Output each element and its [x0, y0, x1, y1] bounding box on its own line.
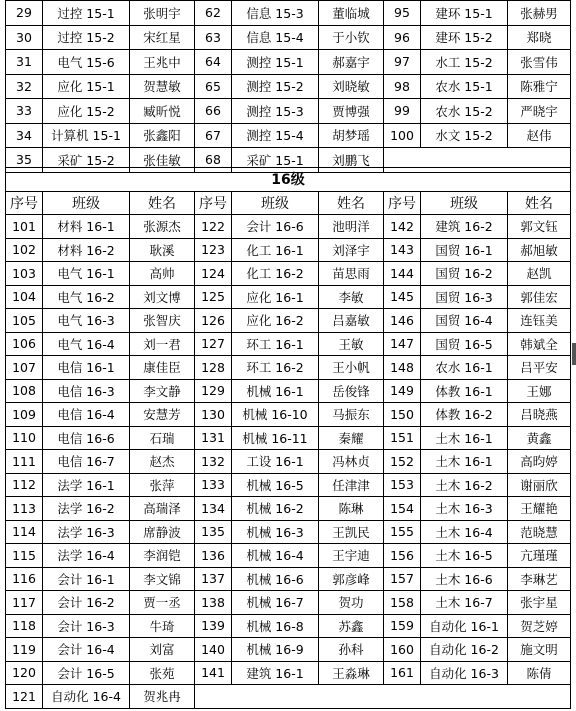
name-cell: 李文静	[130, 379, 195, 403]
seq-cell: 137	[195, 567, 232, 591]
table-row	[6, 309, 571, 333]
seq-cell: 66	[195, 99, 232, 124]
class-cell: 采矿 15-1	[232, 148, 319, 173]
seq-cell: 136	[195, 544, 232, 568]
table-row	[6, 638, 571, 662]
class-cell: 材料 16-2	[43, 238, 130, 262]
class-cell: 土木 16-1	[421, 450, 508, 474]
seq-cell: 109	[6, 403, 43, 427]
name-cell: 李文锦	[130, 567, 195, 591]
seq-cell: 160	[384, 638, 421, 662]
table-row	[6, 99, 571, 124]
seq-cell: 145	[384, 285, 421, 309]
class-cell: 化工 16-2	[232, 262, 319, 286]
seq-cell: 111	[6, 450, 43, 474]
seq-cell: 63	[195, 25, 232, 50]
seq-cell: 123	[195, 238, 232, 262]
seq-cell: 134	[195, 497, 232, 521]
name-cell: 高昀婷	[508, 450, 571, 474]
seq-cell: 128	[195, 356, 232, 380]
name-cell: 谢丽欣	[508, 473, 571, 497]
class-cell: 建筑 16-1	[232, 661, 319, 685]
class-cell: 会计 16-5	[43, 661, 130, 685]
name-cell: 宋红星	[130, 25, 195, 50]
table-row	[6, 1, 571, 26]
class-cell: 环工 16-2	[232, 356, 319, 380]
name-cell: 贺功	[319, 591, 384, 615]
seq-cell: 159	[384, 614, 421, 638]
seq-cell: 139	[195, 614, 232, 638]
class-cell: 体教 16-1	[421, 379, 508, 403]
class-cell: 电信 16-1	[43, 356, 130, 380]
seq-cell: 121	[6, 685, 43, 709]
name-cell: 吕晓燕	[508, 403, 571, 427]
class-cell: 法学 16-2	[43, 497, 130, 521]
table-row	[6, 614, 571, 638]
class-cell: 电信 16-6	[43, 426, 130, 450]
name-cell: 孙科	[319, 638, 384, 662]
name-cell: 张雪伟	[508, 50, 571, 75]
class-cell: 法学 16-1	[43, 473, 130, 497]
name-cell: 耿溪	[130, 238, 195, 262]
class-cell: 建环 15-2	[421, 25, 508, 50]
seq-cell: 117	[6, 591, 43, 615]
seq-cell: 67	[195, 123, 232, 148]
seq-cell: 150	[384, 403, 421, 427]
name-cell: 冯林贞	[319, 450, 384, 474]
class-cell: 自动化 16-2	[421, 638, 508, 662]
seq-cell: 102	[6, 238, 43, 262]
class-cell: 电气 16-2	[43, 285, 130, 309]
header-row	[6, 191, 571, 215]
class-cell: 机械 16-6	[232, 567, 319, 591]
name-cell: 张苑	[130, 661, 195, 685]
name-cell: 苏鑫	[319, 614, 384, 638]
table-row	[6, 473, 571, 497]
table-row	[6, 123, 571, 148]
column-header: 班级	[43, 191, 130, 215]
class-cell: 土木 16-4	[421, 520, 508, 544]
class-cell: 电气 16-1	[43, 262, 130, 286]
seq-cell: 130	[195, 403, 232, 427]
name-cell: 石瑞	[130, 426, 195, 450]
name-cell: 范晓慧	[508, 520, 571, 544]
class-cell: 机械 16-5	[232, 473, 319, 497]
seq-cell: 118	[6, 614, 43, 638]
name-cell: 臧昕悦	[130, 99, 195, 124]
name-cell: 贺芝婷	[508, 614, 571, 638]
section-title: 16级	[6, 168, 571, 192]
seq-cell: 107	[6, 356, 43, 380]
name-cell: 施文明	[508, 638, 571, 662]
grade15-table	[5, 0, 571, 173]
class-cell: 会计 16-2	[43, 591, 130, 615]
seq-cell: 141	[195, 661, 232, 685]
seq-cell: 147	[384, 332, 421, 356]
class-cell: 电信 16-7	[43, 450, 130, 474]
name-cell: 吕平安	[508, 356, 571, 380]
name-cell: 黄鑫	[508, 426, 571, 450]
class-cell: 建筑 16-2	[421, 215, 508, 239]
class-cell: 土木 16-2	[421, 473, 508, 497]
class-cell: 国贸 16-4	[421, 309, 508, 333]
class-cell: 体教 16-2	[421, 403, 508, 427]
seq-cell: 113	[6, 497, 43, 521]
seq-cell: 114	[6, 520, 43, 544]
name-cell: 赵杰	[130, 450, 195, 474]
seq-cell: 106	[6, 332, 43, 356]
seq-cell: 104	[6, 285, 43, 309]
seq-cell: 149	[384, 379, 421, 403]
class-cell: 土木 16-7	[421, 591, 508, 615]
class-cell: 农水 15-1	[421, 74, 508, 99]
class-cell: 自动化 16-3	[421, 661, 508, 685]
name-cell: 贺兆冉	[130, 685, 195, 709]
table-row	[6, 544, 571, 568]
name-cell: 于小钦	[319, 25, 384, 50]
class-cell: 水工 15-2	[421, 50, 508, 75]
name-cell: 郭佳宏	[508, 285, 571, 309]
seq-cell: 64	[195, 50, 232, 75]
seq-cell: 115	[6, 544, 43, 568]
seq-cell: 31	[6, 50, 43, 75]
table-row	[6, 215, 571, 239]
name-cell: 赵伟	[508, 123, 571, 148]
seq-cell: 119	[6, 638, 43, 662]
name-cell: 张赫男	[508, 1, 571, 26]
name-cell: 张宇星	[508, 591, 571, 615]
class-cell: 过控 15-2	[43, 25, 130, 50]
seq-cell: 98	[384, 74, 421, 99]
name-cell: 郭文钰	[508, 215, 571, 239]
seq-cell: 97	[384, 50, 421, 75]
class-cell: 机械 16-4	[232, 544, 319, 568]
name-cell: 王耀艳	[508, 497, 571, 521]
table-row	[6, 285, 571, 309]
seq-cell: 35	[6, 148, 43, 173]
table-row	[6, 238, 571, 262]
name-cell: 池明洋	[319, 215, 384, 239]
class-cell: 测控 15-4	[232, 123, 319, 148]
column-header: 姓名	[319, 191, 384, 215]
class-cell: 会计 16-6	[232, 215, 319, 239]
table-row	[6, 497, 571, 521]
seq-cell: 32	[6, 74, 43, 99]
class-cell: 土木 16-3	[421, 497, 508, 521]
seq-cell: 156	[384, 544, 421, 568]
class-cell: 会计 16-1	[43, 567, 130, 591]
class-cell: 电气 16-3	[43, 309, 130, 333]
table-row	[6, 50, 571, 75]
name-cell: 牛琦	[130, 614, 195, 638]
name-cell: 王敏	[319, 332, 384, 356]
name-cell: 张鑫阳	[130, 123, 195, 148]
seq-cell: 124	[195, 262, 232, 286]
seq-cell: 143	[384, 238, 421, 262]
name-cell: 岳俊锋	[319, 379, 384, 403]
class-cell: 电气 15-6	[43, 50, 130, 75]
class-cell: 测控 15-2	[232, 74, 319, 99]
class-cell: 自动化 16-4	[43, 685, 130, 709]
seq-cell: 140	[195, 638, 232, 662]
column-header: 姓名	[508, 191, 571, 215]
class-cell: 法学 16-3	[43, 520, 130, 544]
class-cell: 建环 15-1	[421, 1, 508, 26]
name-cell: 郭彦峰	[319, 567, 384, 591]
seq-cell: 33	[6, 99, 43, 124]
seq-cell: 122	[195, 215, 232, 239]
seq-cell: 112	[6, 473, 43, 497]
table-row	[6, 591, 571, 615]
column-header: 序号	[195, 191, 232, 215]
table-row	[6, 25, 571, 50]
class-cell: 土木 16-1	[421, 426, 508, 450]
seq-cell: 142	[384, 215, 421, 239]
name-cell: 安慧芳	[130, 403, 195, 427]
seq-cell: 158	[384, 591, 421, 615]
seq-cell: 151	[384, 426, 421, 450]
name-cell: 赵凯	[508, 262, 571, 286]
name-cell: 李润铠	[130, 544, 195, 568]
seq-cell: 138	[195, 591, 232, 615]
name-cell: 高瑞泽	[130, 497, 195, 521]
class-cell: 采矿 15-2	[43, 148, 130, 173]
seq-cell: 116	[6, 567, 43, 591]
name-cell: 张佳敏	[130, 148, 195, 173]
class-cell: 电信 16-4	[43, 403, 130, 427]
class-cell: 国贸 16-5	[421, 332, 508, 356]
class-cell: 计算机 15-1	[43, 123, 130, 148]
seq-cell: 157	[384, 567, 421, 591]
name-cell: 秦耀	[319, 426, 384, 450]
seq-cell: 34	[6, 123, 43, 148]
class-cell: 机械 16-3	[232, 520, 319, 544]
class-cell: 机械 16-1	[232, 379, 319, 403]
class-cell: 测控 15-3	[232, 99, 319, 124]
class-cell: 机械 16-11	[232, 426, 319, 450]
class-cell: 应化 16-1	[232, 285, 319, 309]
seq-cell: 101	[6, 215, 43, 239]
name-cell: 严晓宇	[508, 99, 571, 124]
table-row	[6, 685, 571, 709]
name-cell: 王凯民	[319, 520, 384, 544]
class-cell: 土木 16-5	[421, 544, 508, 568]
seq-cell: 68	[195, 148, 232, 173]
seq-cell: 99	[384, 99, 421, 124]
name-cell: 王兆中	[130, 50, 195, 75]
seq-cell: 132	[195, 450, 232, 474]
seq-cell: 108	[6, 379, 43, 403]
name-cell: 王宇迪	[319, 544, 384, 568]
name-cell: 王娜	[508, 379, 571, 403]
name-cell: 刘一君	[130, 332, 195, 356]
seq-cell: 95	[384, 1, 421, 26]
empty-cell	[195, 685, 571, 709]
name-cell: 刘泽宇	[319, 238, 384, 262]
table-row	[6, 661, 571, 685]
column-header: 序号	[6, 191, 43, 215]
name-cell: 贾博强	[319, 99, 384, 124]
class-cell: 国贸 16-2	[421, 262, 508, 286]
class-cell: 农水 16-1	[421, 356, 508, 380]
class-cell: 电信 16-3	[43, 379, 130, 403]
class-cell: 化工 16-1	[232, 238, 319, 262]
seq-cell: 110	[6, 426, 43, 450]
table-row	[6, 426, 571, 450]
name-cell: 胡梦瑶	[319, 123, 384, 148]
seq-cell: 161	[384, 661, 421, 685]
seq-cell: 30	[6, 25, 43, 50]
column-header: 班级	[232, 191, 319, 215]
name-cell: 连钰美	[508, 309, 571, 333]
name-cell: 张明宇	[130, 1, 195, 26]
class-cell: 机械 16-7	[232, 591, 319, 615]
grade16-table	[5, 167, 571, 709]
name-cell: 陈雅宁	[508, 74, 571, 99]
name-cell: 张萍	[130, 473, 195, 497]
name-cell: 任津津	[319, 473, 384, 497]
seq-cell: 133	[195, 473, 232, 497]
seq-cell: 144	[384, 262, 421, 286]
name-cell: 李琳艺	[508, 567, 571, 591]
name-cell: 刘晓敏	[319, 74, 384, 99]
table-row	[6, 567, 571, 591]
table-row	[6, 403, 571, 427]
class-cell: 机械 16-2	[232, 497, 319, 521]
name-cell: 康佳臣	[130, 356, 195, 380]
seq-cell: 148	[384, 356, 421, 380]
seq-cell: 131	[195, 426, 232, 450]
name-cell: 郝旭敏	[508, 238, 571, 262]
name-cell: 刘鹏飞	[319, 148, 384, 173]
name-cell: 韩斌全	[508, 332, 571, 356]
column-header: 班级	[421, 191, 508, 215]
name-cell: 马振东	[319, 403, 384, 427]
name-cell: 刘富	[130, 638, 195, 662]
table-row	[6, 520, 571, 544]
table-row	[6, 74, 571, 99]
class-cell: 工设 16-1	[232, 450, 319, 474]
seq-cell: 152	[384, 450, 421, 474]
class-cell: 国贸 16-3	[421, 285, 508, 309]
seq-cell: 146	[384, 309, 421, 333]
name-cell: 亢瑾瑾	[508, 544, 571, 568]
seq-cell: 103	[6, 262, 43, 286]
class-cell: 应化 15-2	[43, 99, 130, 124]
name-cell: 刘文博	[130, 285, 195, 309]
seq-cell: 62	[195, 1, 232, 26]
class-cell: 信息 15-3	[232, 1, 319, 26]
seq-cell: 127	[195, 332, 232, 356]
class-cell: 电气 16-4	[43, 332, 130, 356]
seq-cell: 96	[384, 25, 421, 50]
name-cell: 王淼琳	[319, 661, 384, 685]
class-cell: 农水 15-2	[421, 99, 508, 124]
class-cell: 环工 16-1	[232, 332, 319, 356]
table-row	[6, 356, 571, 380]
name-cell: 高帅	[130, 262, 195, 286]
seq-cell: 155	[384, 520, 421, 544]
name-cell: 陈倩	[508, 661, 571, 685]
class-cell: 自动化 16-1	[421, 614, 508, 638]
name-cell: 张智庆	[130, 309, 195, 333]
name-cell: 贺慧敏	[130, 74, 195, 99]
scrollbar-thumb[interactable]	[572, 343, 576, 365]
name-cell: 董临城	[319, 1, 384, 26]
class-cell: 过控 15-1	[43, 1, 130, 26]
class-cell: 机械 16-8	[232, 614, 319, 638]
class-cell: 法学 16-4	[43, 544, 130, 568]
name-cell: 席静波	[130, 520, 195, 544]
class-cell: 国贸 16-1	[421, 238, 508, 262]
name-cell: 陈琳	[319, 497, 384, 521]
name-cell: 郑晓	[508, 25, 571, 50]
seq-cell: 154	[384, 497, 421, 521]
seq-cell: 105	[6, 309, 43, 333]
class-cell: 应化 15-1	[43, 74, 130, 99]
table-row	[6, 332, 571, 356]
seq-cell: 120	[6, 661, 43, 685]
name-cell: 李敏	[319, 285, 384, 309]
class-cell: 应化 16-2	[232, 309, 319, 333]
class-cell: 机械 16-10	[232, 403, 319, 427]
class-cell: 信息 15-4	[232, 25, 319, 50]
seq-cell: 126	[195, 309, 232, 333]
table-row	[6, 262, 571, 286]
name-cell: 郝嘉宇	[319, 50, 384, 75]
seq-cell: 29	[6, 1, 43, 26]
seq-cell: 65	[195, 74, 232, 99]
name-cell: 贾一丞	[130, 591, 195, 615]
name-cell: 苗思雨	[319, 262, 384, 286]
name-cell: 张源杰	[130, 215, 195, 239]
seq-cell: 100	[384, 123, 421, 148]
column-header: 序号	[384, 191, 421, 215]
class-cell: 会计 16-4	[43, 638, 130, 662]
seq-cell: 135	[195, 520, 232, 544]
section-title-row	[6, 168, 571, 192]
name-cell: 吕嘉敏	[319, 309, 384, 333]
class-cell: 机械 16-9	[232, 638, 319, 662]
class-cell: 土木 16-6	[421, 567, 508, 591]
table-row	[6, 379, 571, 403]
class-cell: 材料 16-1	[43, 215, 130, 239]
seq-cell: 129	[195, 379, 232, 403]
column-header: 姓名	[130, 191, 195, 215]
class-cell: 水文 15-2	[421, 123, 508, 148]
class-cell: 会计 16-3	[43, 614, 130, 638]
seq-cell: 125	[195, 285, 232, 309]
seq-cell: 153	[384, 473, 421, 497]
table-row	[6, 450, 571, 474]
name-cell: 王小帆	[319, 356, 384, 380]
class-cell: 测控 15-1	[232, 50, 319, 75]
